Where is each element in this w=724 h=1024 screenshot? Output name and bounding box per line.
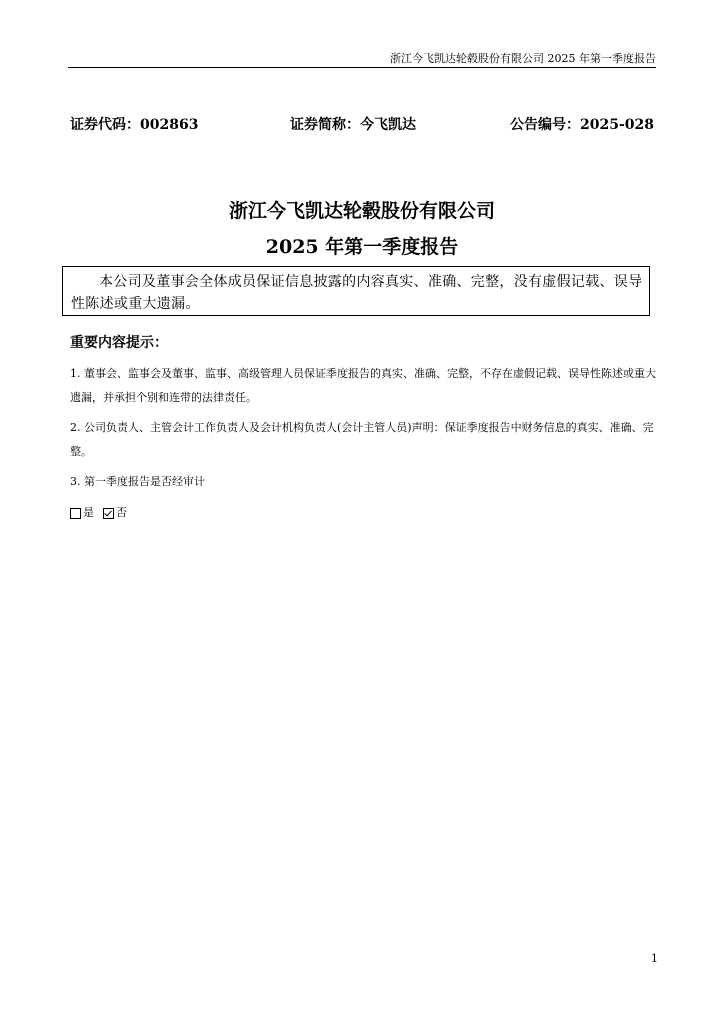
page-number: 1 [651,952,658,965]
audit-no-checkbox[interactable] [103,508,114,519]
audit-yes-checkbox[interactable] [70,508,81,519]
report-title: 2025 年第一季度报告 [265,236,459,258]
notice-item-2: 2. 公司负责人、主管会计工作负责人及会计机构负责人(会计主管人员)声明：保证季度报告中财务信息的真实、准确、完整。 [70,421,654,458]
notice-item-1: 1. 董事会、监事会及董事、监事、高级管理人员保证季度报告的真实、准确、完整，不存在虚假记载、误导性陈述或重大遗漏，并承担个别和连带的法律责任。 [70,367,656,404]
important-notice-heading: 重要内容提示： [70,335,168,351]
audit-options [70,503,127,523]
audit-no-label: 否 [116,506,127,519]
company-title: 浙江今飞凯达轮毂股份有限公司 [228,200,495,222]
notice-item-3: 3. 第一季度报告是否经审计 [70,475,205,488]
security-code: 证券代码：002863 [70,117,199,133]
running-header: 浙江今飞凯达轮毂股份有限公司 2025 年第一季度报告 [390,52,656,65]
security-short-name: 证券简称：今飞凯达 [290,117,416,133]
notice-number: 公告编号：2025-028 [510,117,654,133]
board-statement-box: 本公司及董事会全体成员保证信息披露的内容真实、准确、完整，没有虚假记载、误导性陈述或重大遗漏。 [62,266,650,316]
header-divider [68,67,656,68]
audit-yes-label: 是 [83,506,94,519]
